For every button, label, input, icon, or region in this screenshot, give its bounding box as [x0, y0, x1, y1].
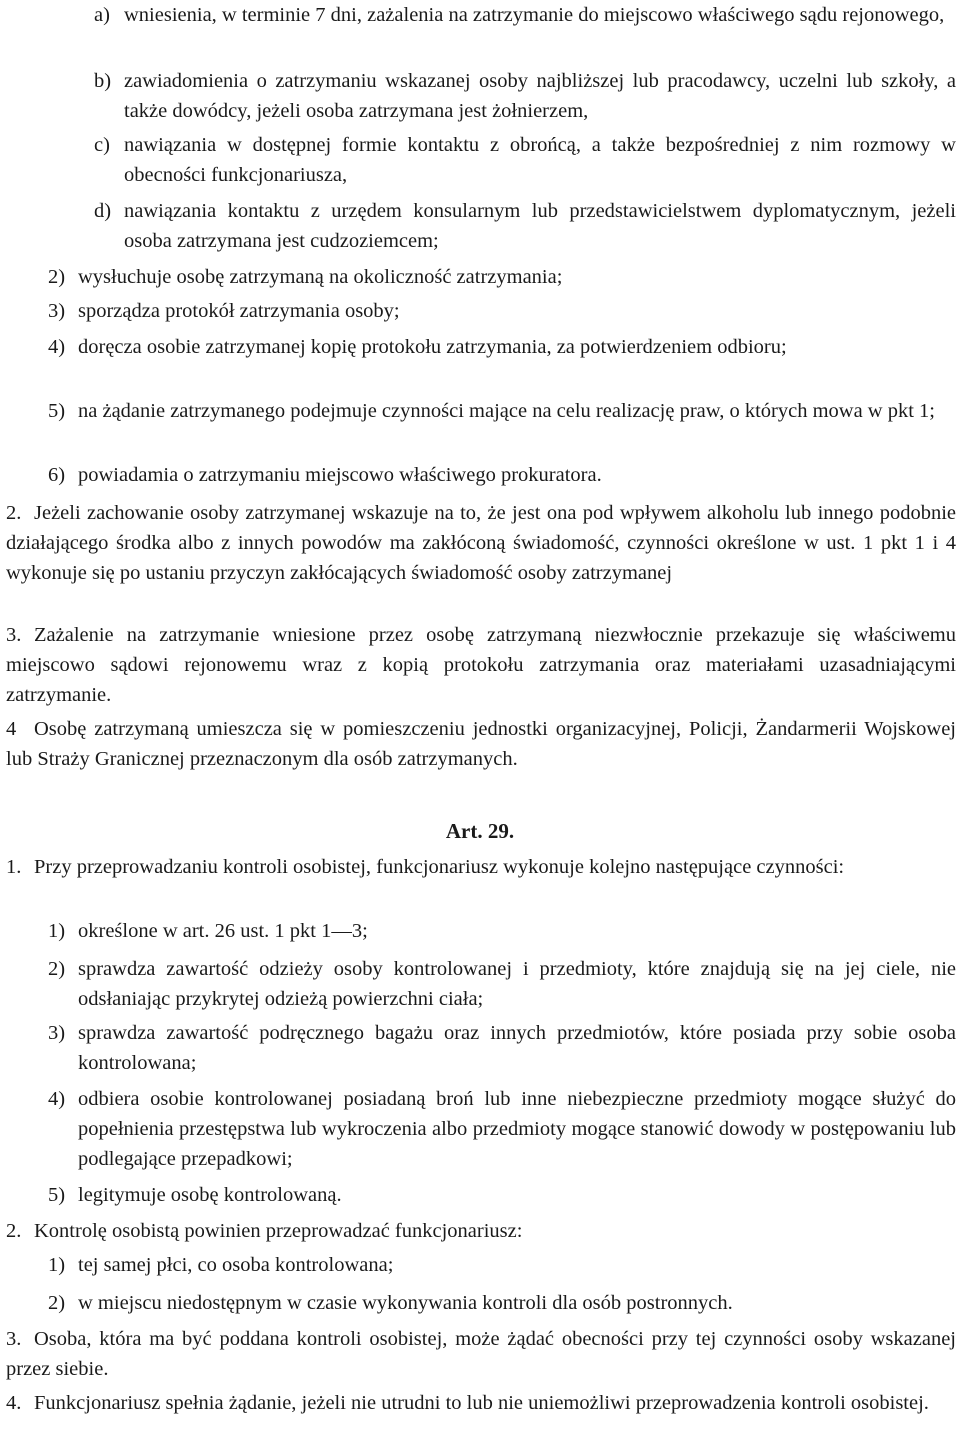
- point-3-marker: 3): [48, 300, 66, 322]
- art29-point-3-marker: 3): [48, 1022, 66, 1044]
- point-2-marker: 2): [48, 266, 66, 288]
- art29-ust-3-text: Osoba, która ma być poddana kontroli osobistej, może żądać obecności przy tej czynności osoby wskazanej przez siebie.: [6, 1328, 956, 1380]
- item-d-marker: d): [94, 200, 112, 222]
- art29-ust-2-marker: 2.: [6, 1220, 22, 1242]
- item-d-text: nawiązania kontaktu z urzędem konsularnym lub przedstawicielstwem dyplomatycznym, jeżeli osoba zatrzymana jest cudzoziemcem;: [124, 200, 956, 252]
- item-a-text: wniesienia, w terminie 7 dni, zażalenia na zatrzymanie do miejscowo właściwego sądu rejonowego,: [124, 4, 945, 26]
- point-6-text: powiadamia o zatrzymaniu miejscowo właściwego prokuratora.: [78, 464, 602, 486]
- art29-ust-4-marker: 4.: [6, 1392, 22, 1414]
- ust-2-marker: 2.: [6, 502, 22, 524]
- art29-point-5-text: legitymuje osobę kontrolowaną.: [78, 1184, 342, 1206]
- art29-point-4-marker: 4): [48, 1088, 66, 1110]
- art29-point-3-text: sprawdza zawartość podręcznego bagażu oraz innych przedmiotów, które posiada przy sobie osoba kontrolowana;: [78, 1022, 956, 1074]
- ust-4-marker: 4: [6, 718, 17, 740]
- item-b-text: zawiadomienia o zatrzymaniu wskazanej osoby najbliższej lub pracodawcy, uczelni lub szkoły, a także dowódcy, jeżeli osoba zatrzymana jest żołnierzem,: [124, 70, 956, 122]
- art29-ust2-point-2-marker: 2): [48, 1292, 66, 1314]
- item-c-text: nawiązania w dostępnej formie kontaktu z obrońcą, a także bezpośredniej z nim rozmowy w obecności funkcjonariusza,: [124, 134, 956, 186]
- art29-ust-2-text: Kontrolę osobistą powinien przeprowadzać funkcjonariusz:: [34, 1220, 523, 1242]
- art29-ust-4-text: Funkcjonariusz spełnia żądanie, jeżeli nie utrudni to lub nie uniemożliwi przeprowadzenia kontroli osobistej.: [34, 1392, 929, 1414]
- art29-point-4-text: odbiera osobie kontrolowanej posiadaną broń lub inne niebezpieczne przedmioty mogące służyć do popełnienia przestępstwa lub wykroczenia albo przedmioty mogące stanowić dowody w postępowaniu lub podlegające przepadkowi;: [78, 1088, 956, 1170]
- art29-ust2-point-2-text: w miejscu niedostępnym w czasie wykonywania kontroli dla osób postronnych.: [78, 1292, 733, 1314]
- point-2-text: wysłuchuje osobę zatrzymaną na okoliczność zatrzymania;: [78, 266, 563, 288]
- art29-ust-1-text: Przy przeprowadzaniu kontroli osobistej, funkcjonariusz wykonuje kolejno następujące czynności:: [34, 856, 845, 878]
- art29-ust-3-marker: 3.: [6, 1328, 22, 1350]
- ust-3-text: Zażalenie na zatrzymanie wniesione przez osobę zatrzymaną niezwłocznie przekazuje się właściwemu miejscowo sądowi rejonowemu wraz z kopią protokołu zatrzymania oraz materiałami uzasadniającymi zatrzymanie.: [6, 624, 956, 706]
- ust-2-text: Jeżeli zachowanie osoby zatrzymanej wskazuje na to, że jest ona pod wpływem alkoholu lub innego podobnie działającego środka albo z innych powodów ma zakłóconą świadomość, czynności określone w ust. 1 pkt 1 i 4 wykonuje się po ustaniu przyczyn zakłócających świadomość osoby zatrzymanej: [6, 502, 956, 584]
- point-3-text: sporządza protokół zatrzymania osoby;: [78, 300, 400, 322]
- point-6-marker: 6): [48, 464, 66, 486]
- art29-ust2-point-1-text: tej samej płci, co osoba kontrolowana;: [78, 1254, 394, 1276]
- point-5-text: na żądanie zatrzymanego podejmuje czynności mające na celu realizację praw, o których mowa w pkt 1;: [78, 400, 936, 422]
- art29-ust-1-marker: 1.: [6, 856, 22, 878]
- art29-ust2-point-1-marker: 1): [48, 1254, 66, 1276]
- item-b-marker: b): [94, 70, 112, 92]
- point-4-text: doręcza osobie zatrzymanej kopię protokołu zatrzymania, za potwierdzeniem odbioru;: [78, 336, 787, 358]
- item-c-marker: c): [94, 134, 110, 156]
- ust-3-marker: 3.: [6, 624, 22, 646]
- art29-point-1-marker: 1): [48, 920, 66, 942]
- art29-point-2-marker: 2): [48, 958, 66, 980]
- point-5-marker: 5): [48, 400, 66, 422]
- art29-point-2-text: sprawdza zawartość odzieży osoby kontrolowanej i przedmioty, które znajdują się na jej ciele, nie odsłaniając przykrytej odzieżą powierzchni ciała;: [78, 958, 956, 1010]
- point-4-marker: 4): [48, 336, 66, 358]
- ust-4-text: Osobę zatrzymaną umieszcza się w pomieszczeniu jednostki organizacyjnej, Policji, Żandarmerii Wojskowej lub Straży Granicznej przeznaczonym dla osób zatrzymanych.: [6, 718, 956, 770]
- art29-point-1-text: określone w art. 26 ust. 1 pkt 1—3;: [78, 920, 368, 942]
- item-a-marker: a): [94, 4, 110, 26]
- art29-point-5-marker: 5): [48, 1184, 66, 1206]
- article-heading: Art. 29.: [445, 819, 515, 843]
